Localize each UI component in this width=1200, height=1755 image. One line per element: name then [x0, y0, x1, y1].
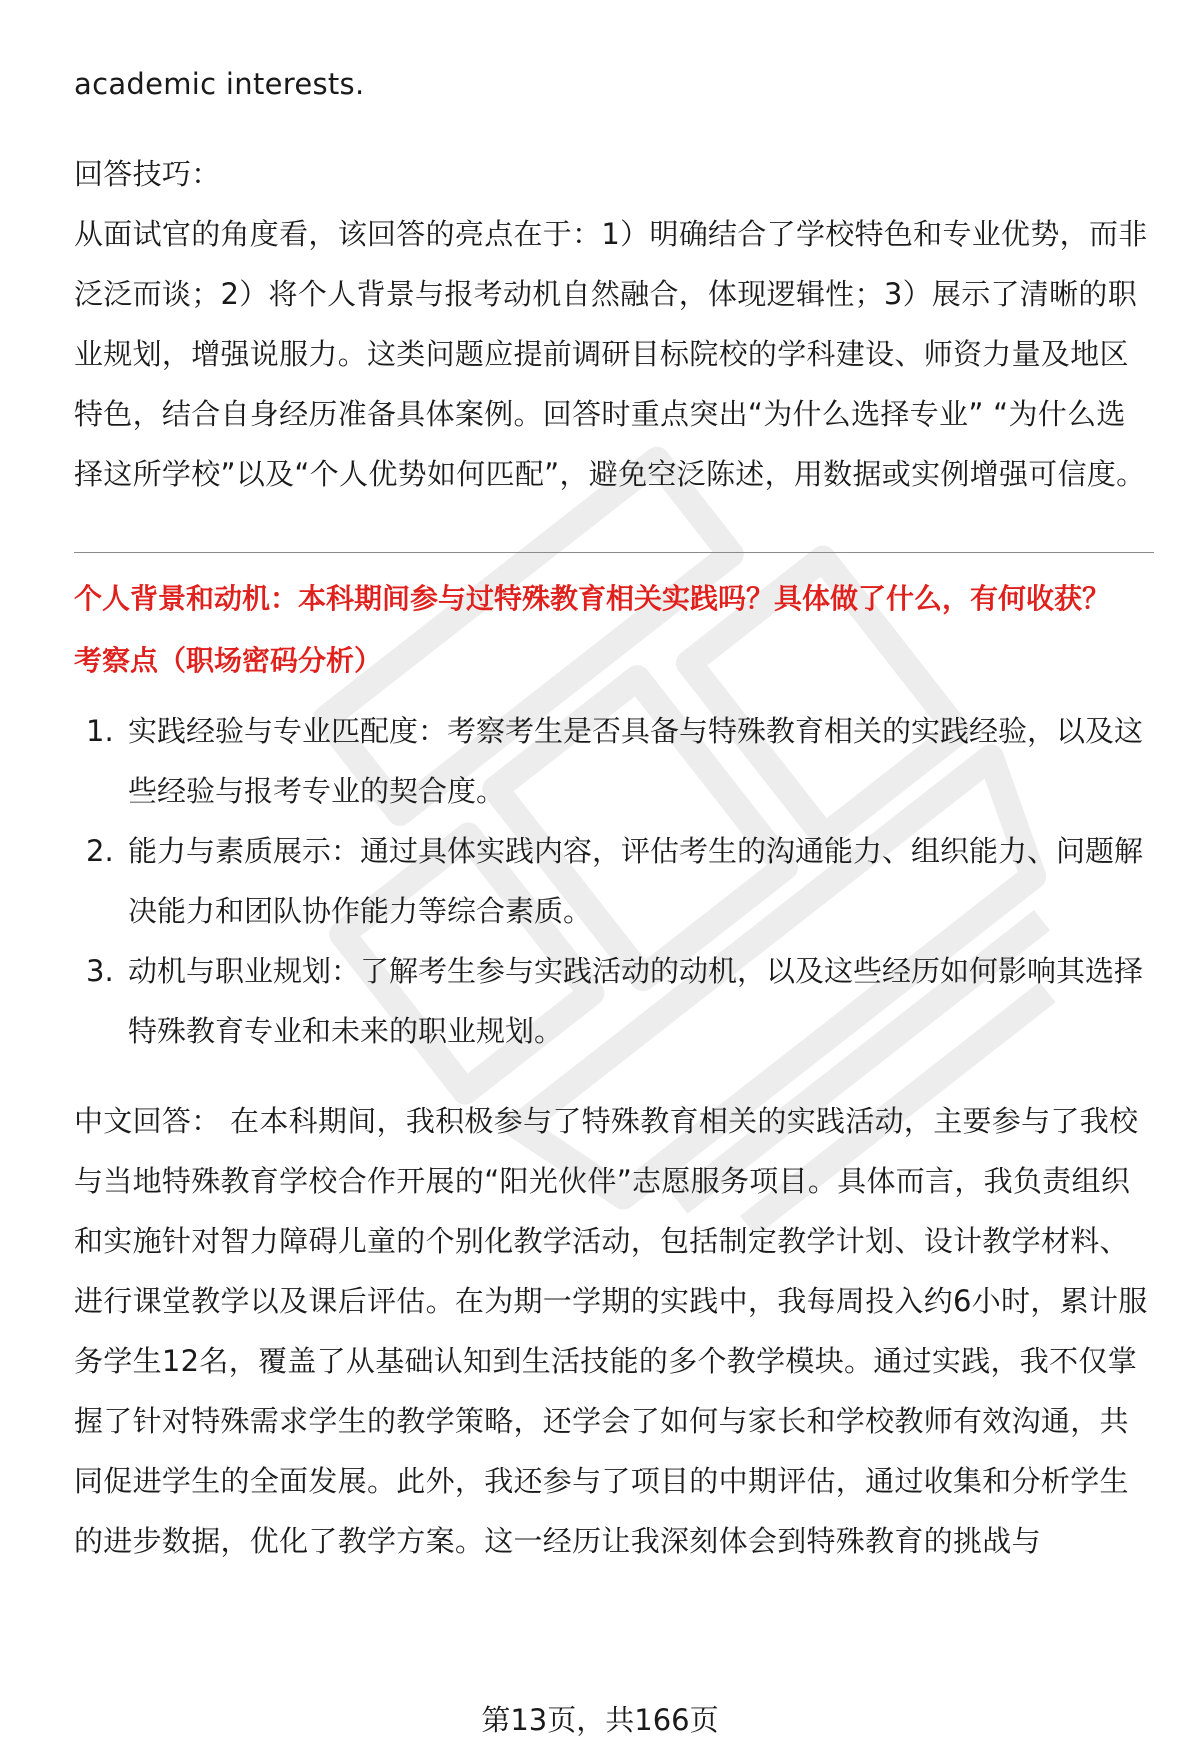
tips-label: 回答技巧： [74, 157, 221, 191]
page-number-footer: 第13页，共166页 [481, 1703, 719, 1737]
main-content [74, 54, 1154, 1571]
list-item-text: 能力与素质展示：通过具体实践内容，评估考生的沟通能力、组织能力、问题解决能力和团队协作能力等综合素质。 [128, 834, 1144, 928]
list-item [74, 821, 1154, 941]
answer-paragraph: 中文回答： 在本科期间，我积极参与了特殊教育相关的实践活动，主要参与了我校与当地特殊教育学校合作开展的“阳光伙伴”志愿服务项目。具体而言，我负责组织和实施针对智力障碍儿童的个别化教学活动，包括制定教学计划、设计教学材料、进行课堂教学以及课后评估。在为期一学期的实践中，我每周投入约6小时，累计服务学生12名，覆盖了从基础认知到生活技能的多个教学模块。通过实践，我不仅掌握了针对特殊需求学生的教学策略，还学会了如何与家长和学校教师有效沟通，共同促进学生的全面发展。此外，我还参与了项目的中期评估，通过收集和分析学生的进步数据，优化了教学方案。这一经历让我深刻体会到特殊教育的挑战与 [74, 1104, 1148, 1558]
question-heading: 个人背景和动机：本科期间参与过特殊教育相关实践吗？具体做了什么，有何收获？ [74, 582, 1111, 615]
list-item-text: 动机与职业规划：了解考生参与实践活动的动机，以及这些经历如何影响其选择特殊教育专业和未来的职业规划。 [128, 954, 1144, 1048]
section-divider [74, 552, 1154, 553]
list-item [74, 941, 1154, 1061]
list-item-number: 2. [86, 834, 114, 868]
tips-paragraph: 从面试官的角度看，该回答的亮点在于：1）明确结合了学校特色和专业优势，而非泛泛而谈；2）将个人背景与报考动机自然融合，体现逻辑性；3）展示了清晰的职业规划，增强说服力。这类问题应提前调研目标院校的学科建设、师资力量及地区特色，结合自身经历准备具体案例。回答时重点突出“为什么选择专业” “为什么选择这所学校”以及“个人优势如何匹配”，避免空泛陈述，用数据或实例增强可信度。 [74, 217, 1148, 491]
intro-tail-text: academic interests. [74, 67, 365, 101]
list-item-number: 1. [86, 714, 114, 748]
list-item [74, 701, 1154, 821]
analysis-heading: 考察点（职场密码分析） [74, 644, 383, 677]
list-item-text: 实践经验与专业匹配度：考察考生是否具备与特殊教育相关的实践经验，以及这些经验与报考专业的契合度。 [128, 714, 1144, 808]
analysis-points-list [74, 701, 1154, 1061]
list-item-number: 3. [86, 954, 114, 988]
